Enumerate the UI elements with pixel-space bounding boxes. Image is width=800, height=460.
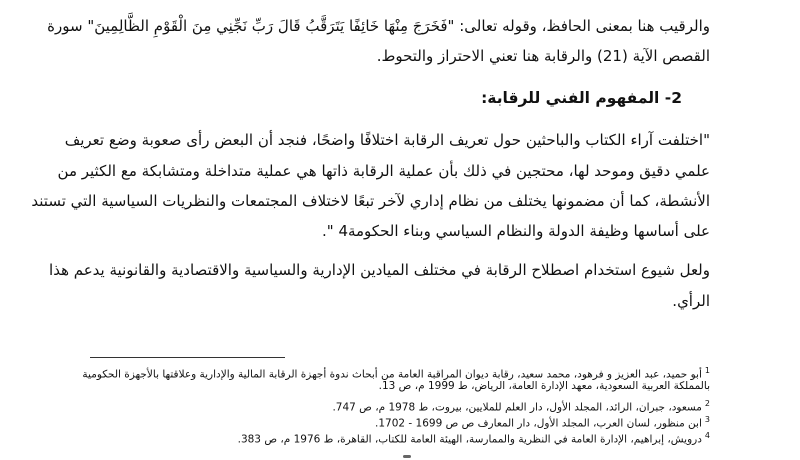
footnote-4-text: درويش، إبراهيم، الإدارة العامة في النظرية والممارسة، الهيئة العامة للكتاب، القاهرة، ط 1976 م، ص 383. (237, 433, 702, 446)
footnote-2 (90, 397, 710, 415)
footnote-3 (90, 413, 710, 431)
paragraph-2-line-3: الأنشطة، كما أن مضمونها يختلف من نظام إداري لآخر تبعًا لاختلاف المجتمعات والنظريات السياسية التي تستند (31, 192, 710, 210)
footnote-4 (90, 429, 710, 447)
paragraph-3-line-2: الرأي. (672, 292, 710, 310)
footnote-4-number: 4 (704, 431, 710, 440)
paragraph-1-line-1: والرقيب هنا بمعنى الحافظ، وقوله تعالى: "فَخَرَجَ مِنْهَا خَائِفًا يَتَرَقَّبُ قَالَ رَبِّ نَجِّنِي مِنَ الْقَوْمِ الظَّالِمِينَ" سورة (47, 17, 710, 35)
page-edge-mark (403, 455, 411, 458)
paragraph-3-line-1: ولعل شيوع استخدام اصطلاح الرقابة في مختلف الميادين الإدارية والسياسية والاقتصادية والقانونية يدعم هذا (49, 261, 710, 279)
paragraph-2-line-2: علمي دقيق وموحد لها، محتجين في ذلك بأن عملية الرقابة ذاتها هي عملية متداخلة ومتشابكة مع الكثير من (57, 162, 710, 180)
footnote-2-number: 2 (704, 399, 710, 408)
paragraph-2-line-1: "اختلفت آراء الكتاب والباحثين حول تعريف الرقابة اختلافًا واضحًا، فنجد أن البعض رأى صعوبة وضع تعريف (64, 131, 710, 149)
footnote-1-text-continued: بالمملكة العربية السعودية، معهد الإدارة العامة، الرياض، ط 1999 م، ص 13. (378, 380, 710, 392)
paragraph-1-line-2: القصص الآية (21) والرقابة هنا تعني الاحتراز والتحوط. (376, 47, 710, 65)
footnote-1-number: 1 (704, 366, 710, 375)
footnote-2-text: مسعود، جبران، الرائد، المجلد الأول، دار العلم للملايين، بيروت، ط 1978 م، ص 747. (332, 401, 702, 414)
footnote-3-text: ابن منظور، لسان العرب، المجلد الأول، دار المعارف ص ص 1699 - 1702. (374, 417, 702, 430)
footnote-1-text: أبو حميد، عبد العزيز و فرهود، محمد سعيد، رقابة ديوان المراقبة العامة من أبحاث ندوة أجهزة الرقابة المالية والإدارية وعلاقتها بالأجهزة الحكومية (82, 368, 702, 381)
footnote-1 (82, 364, 710, 382)
paragraph-2-line-4: على أساسها وظيفة الدولة والنظام السياسي وبناء الحكومة4 ". (322, 222, 710, 240)
footnote-3-number: 3 (704, 415, 710, 424)
footnote-1-continued (90, 380, 710, 393)
footnote-separator (90, 357, 285, 358)
section-heading: 2- المفهوم الفني للرقابة: (481, 89, 682, 107)
